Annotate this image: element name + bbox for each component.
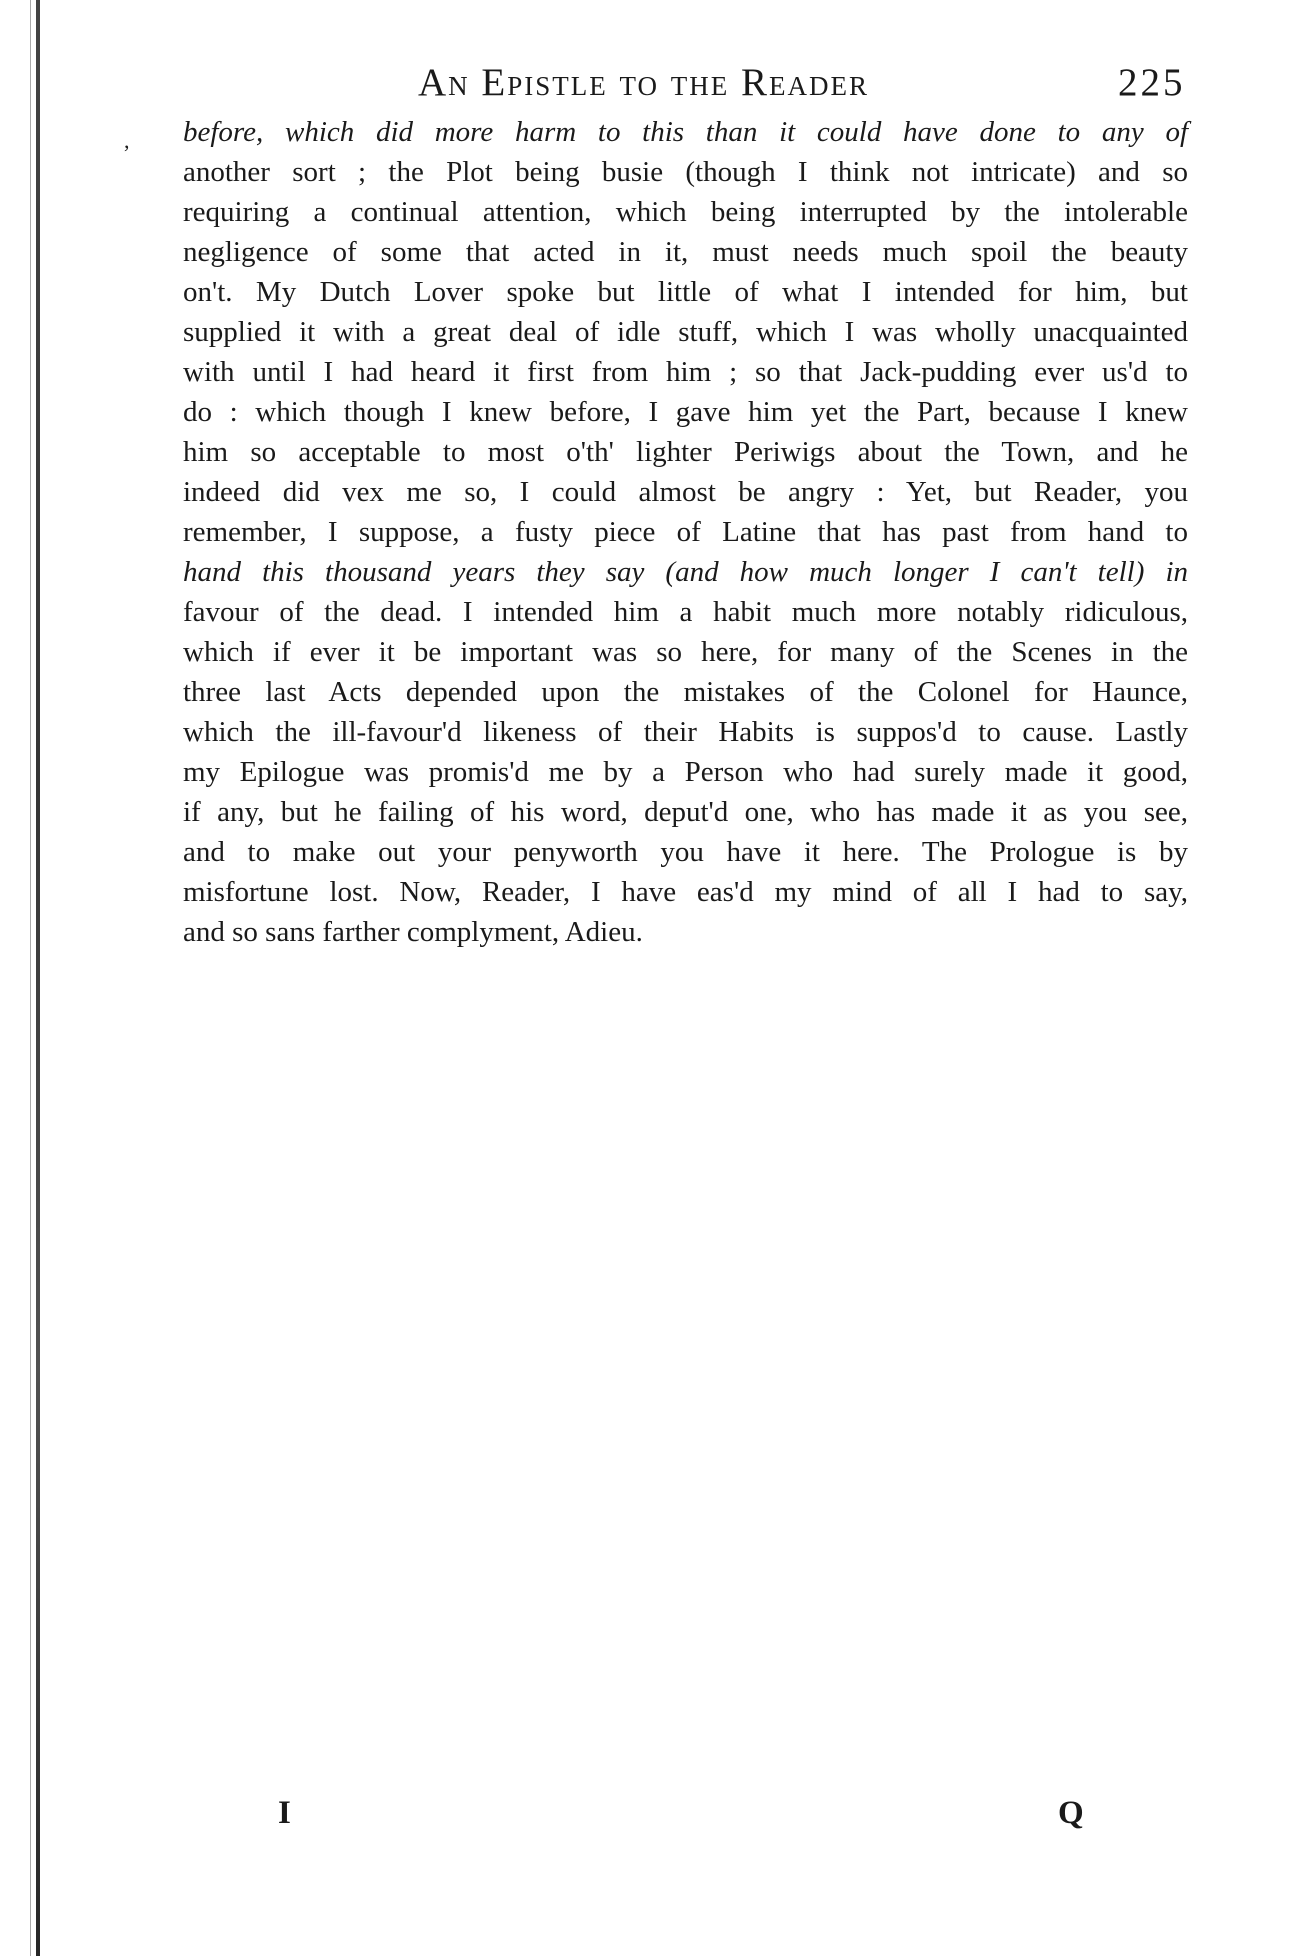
binding-shadow bbox=[36, 0, 40, 1956]
text-line: hand this thousand years they say (and how much longer I can't tell) in bbox=[183, 556, 1188, 588]
text-line: before, which did more harm to this than it could have done to any of bbox=[183, 116, 1188, 148]
stray-mark: , bbox=[124, 128, 130, 153]
text-line: favour of the dead. I intended him a habit much more notably ridiculous, bbox=[183, 596, 1188, 628]
text-line: and to make out your penyworth you have it here. The Prologue is by bbox=[183, 836, 1188, 868]
text-line: another sort ; the Plot being busie (though I think not intricate) and so bbox=[183, 156, 1188, 188]
text-line: three last Acts depended upon the mistakes of the Colonel for Haunce, bbox=[183, 676, 1188, 708]
text-line: him so acceptable to most o'th' lighter Periwigs about the Town, and he bbox=[183, 436, 1188, 468]
text-line: remember, I suppose, a fusty piece of Latine that has past from hand to bbox=[183, 516, 1188, 548]
binding-shadow-thin bbox=[30, 0, 31, 1956]
signature-mark-right: Q bbox=[1058, 1795, 1084, 1831]
signature-mark-left: I bbox=[278, 1795, 291, 1831]
text-line: on't. My Dutch Lover spoke but little of what I intended for him, but bbox=[183, 276, 1188, 308]
text-line: which if ever it be important was so here, for many of the Scenes in the bbox=[183, 636, 1188, 668]
text-line: with until I had heard it first from him ; so that Jack-pudding ever us'd to bbox=[183, 356, 1188, 388]
text-line: which the ill-favour'd likeness of their Habits is suppos'd to cause. Lastly bbox=[183, 716, 1188, 748]
page-footer bbox=[0, 1795, 1290, 1845]
text-line: do : which though I knew before, I gave him yet the Part, because I knew bbox=[183, 396, 1188, 428]
text-line: negligence of some that acted in it, must needs much spoil the beauty bbox=[183, 236, 1188, 268]
body-text bbox=[183, 112, 1188, 952]
page-number: 225 bbox=[1118, 61, 1186, 104]
text-line: if any, but he failing of his word, deput'd one, who has made it as you see, bbox=[183, 796, 1188, 828]
text-line: indeed did vex me so, I could almost be angry : Yet, but Reader, you bbox=[183, 476, 1188, 508]
text-line: my Epilogue was promis'd me by a Person who had surely made it good, bbox=[183, 756, 1188, 788]
running-title: An Epistle to the Reader bbox=[418, 61, 869, 104]
text-line: requiring a continual attention, which being interrupted by the intolerable bbox=[183, 196, 1188, 228]
text-line: supplied it with a great deal of idle stuff, which I was wholly unacquainted bbox=[183, 316, 1188, 348]
text-line: misfortune lost. Now, Reader, I have eas'd my mind of all I had to say, bbox=[183, 876, 1188, 908]
page-header bbox=[0, 58, 1290, 108]
text-line: and so sans farther complyment, Adieu. bbox=[183, 916, 643, 948]
